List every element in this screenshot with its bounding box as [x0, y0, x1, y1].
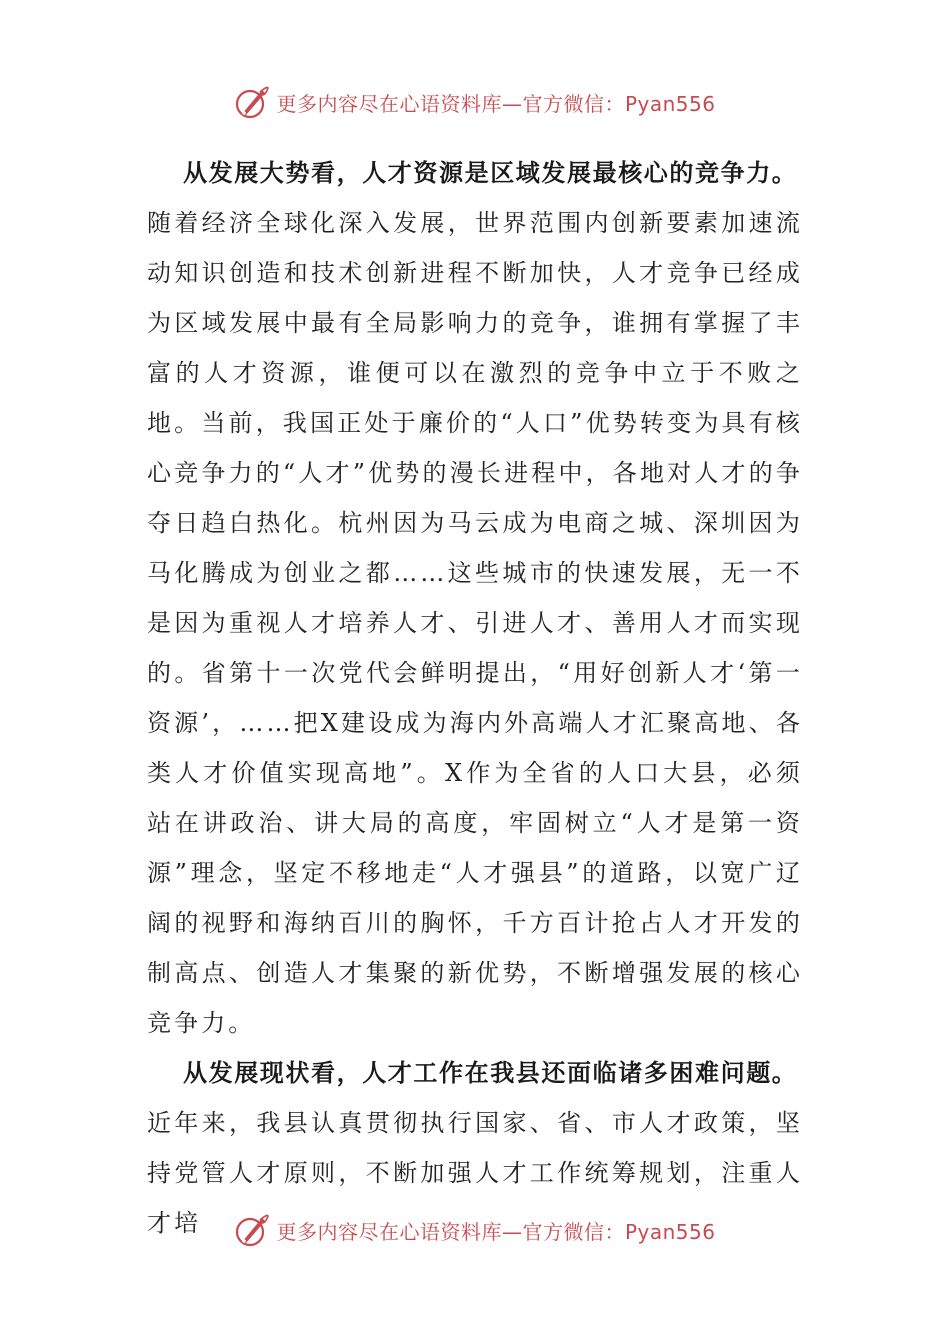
- footer-banner: [0, 1210, 950, 1250]
- header-banner: [0, 82, 950, 122]
- quill-pen-icon: [234, 84, 270, 120]
- footer-banner-text: 更多内容尽在心语资料库—官方微信：Pyan556: [276, 1219, 716, 1244]
- paragraph-2-text: 近年来，我县认真贯彻执行国家、省、市人才政策，坚持党管人才原则，不断加强人才工作统筹规划，注重人才培: [147, 1109, 803, 1237]
- paragraph-1-heading: 从发展大势看，人才资源是区域发展最核心的竞争力。: [183, 158, 798, 187]
- header-banner-text: 更多内容尽在心语资料库—官方微信：Pyan556: [276, 91, 716, 116]
- paragraph-1: [147, 148, 803, 1048]
- paragraph-2-heading: 从发展现状看，人才工作在我县还面临诸多困难问题。: [183, 1058, 798, 1087]
- paragraph-1-text: 随着经济全球化深入发展，世界范围内创新要素加速流动知识创造和技术创新进程不断加快，人才竞争已经成为区域发展中最有全局影响力的竞争，谁拥有掌握了丰富的人才资源，谁便可以在激烈的竞争中立于不败之地。当前，我国正处于廉价的“人口”优势转变为具有核心竞争力的“人才”优势的漫长进程中，各地对人才的争夺日趋白热化。杭州因为马云成为电商之城、深圳因为马化腾成为创业之都……这些城市的快速发展，无一不是因为重视人才培养人才、引进人才、善用人才而实现的。省第十一次党代会鲜明提出，“用好创新人才‘第一资源’，……把X建设成为海内外高端人才汇聚高地、各类人才价值实现高地”。X作为全省的人口大县，必须站在讲政治、讲大局的高度，牢固树立“人才是第一资源”理念，坚定不移地走“人才强县”的道路，以宽广辽阔的视野和海纳百川的胸怀，千方百计抢占人才开发的制高点、创造人才集聚的新优势，不断增强发展的核心竞争力。: [147, 209, 803, 1037]
- quill-pen-icon: [234, 1212, 270, 1248]
- document-body: [147, 148, 803, 1248]
